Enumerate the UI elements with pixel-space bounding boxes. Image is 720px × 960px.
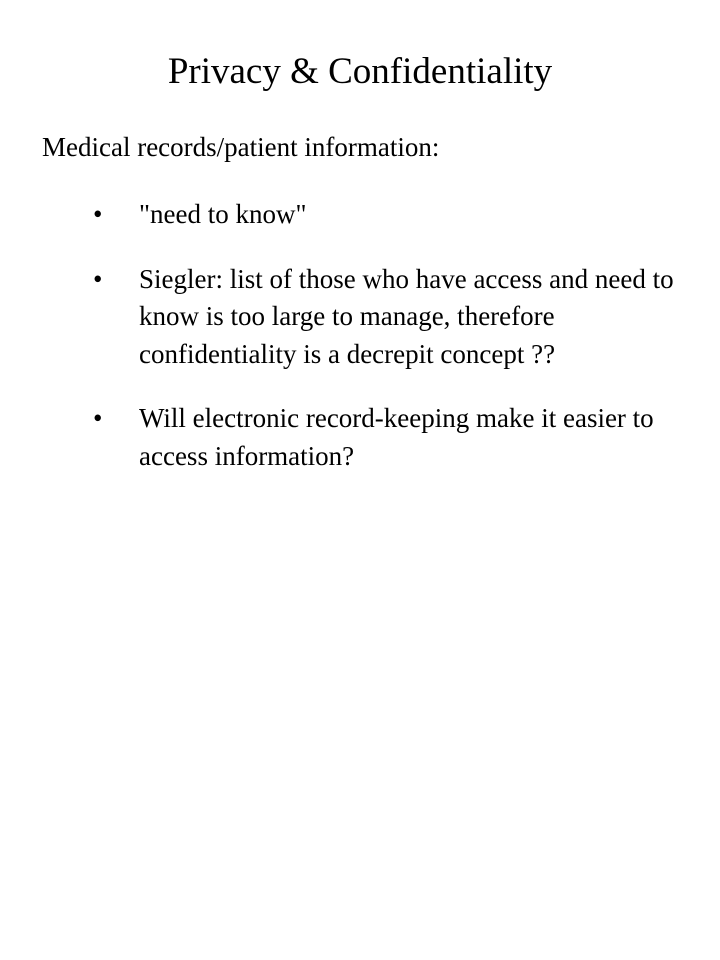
bullet-item [0,261,720,374]
bullet-icon: • [93,263,103,294]
bullet-item [0,400,720,475]
bullet-text: Will electronic record-keeping make it easier to access information? [139,403,654,471]
bullet-text: "need to know" [139,199,307,229]
bullet-list [0,196,720,502]
bullet-icon: • [93,403,103,433]
bullet-icon: • [93,199,103,229]
bullet-text: Siegler: list of those who have access and need to know is too large to manage, therefore confidentiality is a decrepit concept ?? [139,263,674,369]
intro-text: Medical records/patient information: [42,132,440,162]
slide-title: Privacy & Confidentiality [167,51,553,92]
bullet-item [0,196,720,234]
